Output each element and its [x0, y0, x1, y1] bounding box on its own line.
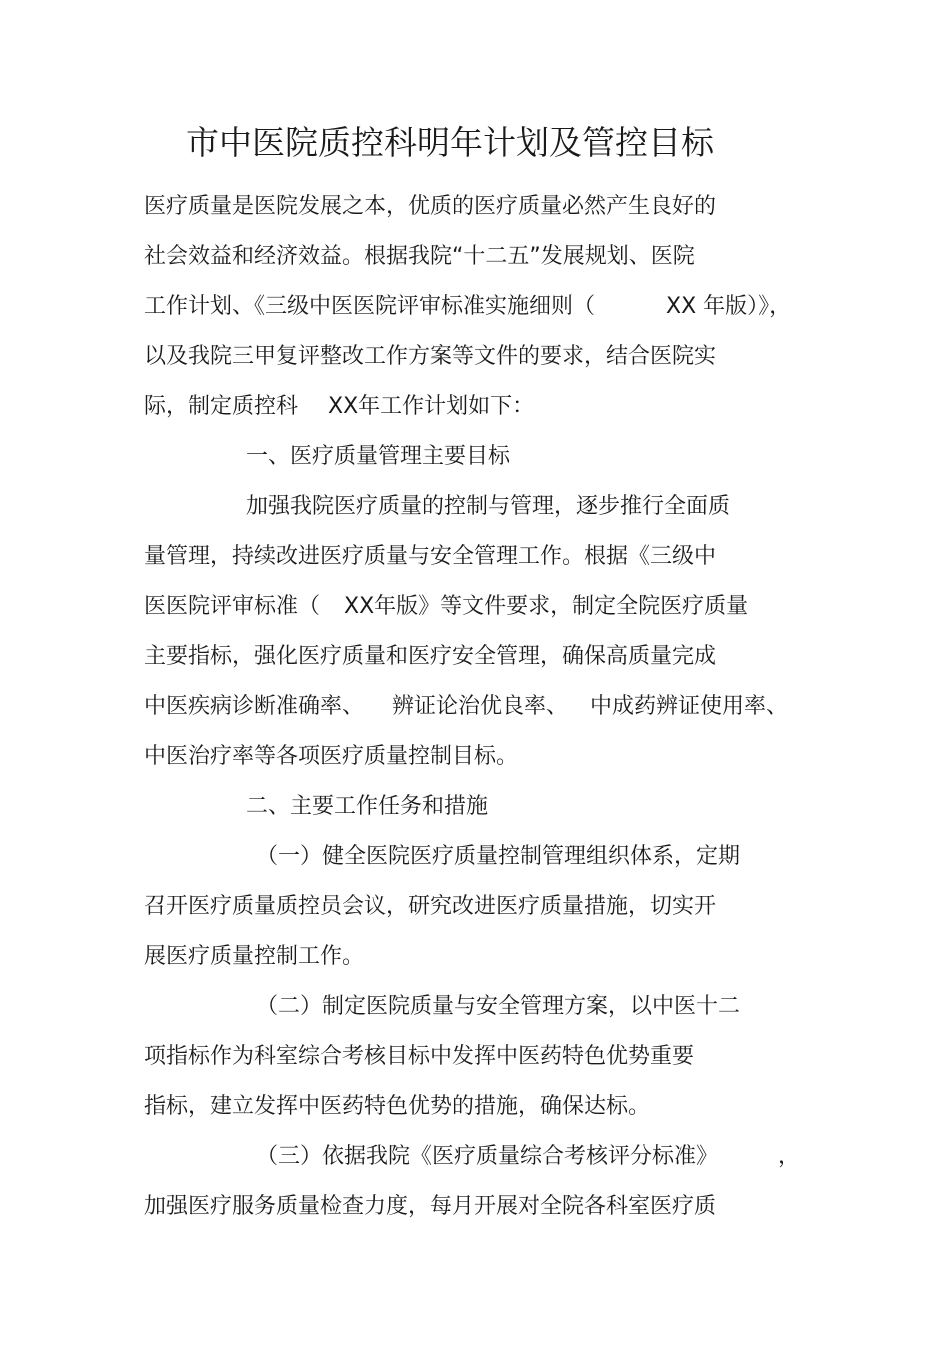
paragraph-line-fragment: XX年版》等文件要求，制定全院医疗质量 [344, 594, 749, 619]
paragraph-line: （三）依据我院《医疗质量综合考核评分标准》 [256, 1144, 719, 1169]
paragraph-line: 项指标作为科室综合考核目标中发挥中医药特色优势重要 [144, 1044, 695, 1069]
paragraph-line: 社会效益和经济效益。根据我院“十二五”发展规划、医院 [144, 244, 695, 269]
paragraph-line: 以及我院三甲复评整改工作方案等文件的要求，结合医院实 [144, 344, 717, 369]
paragraph-line-fragment: 辨证论治优良率、 [392, 694, 569, 719]
document-title: 市中医院质控科明年计划及管控目标 [186, 123, 714, 162]
paragraph-line: 指标，建立发挥中医药特色优势的措施，确保达标。 [144, 1094, 651, 1119]
paragraph-line-fragment: XX 年版）》， [666, 294, 792, 319]
paragraph-line: 召开医疗质量质控员会议，研究改进医疗质量措施，切实开 [144, 894, 717, 919]
paragraph-line: 量管理，持续改进医疗质量与安全管理工作。根据《三级中 [144, 544, 717, 569]
paragraph-line: 际，制定质控科 [144, 394, 299, 419]
section-heading: 一、医疗质量管理主要目标 [246, 444, 511, 469]
paragraph-line: 展医疗质量控制工作。 [144, 944, 365, 969]
paragraph-line: 医疗质量是医院发展之本，优质的医疗质量必然产生良好的 [144, 194, 717, 219]
paragraph-line-fragment: XX年工作计划如下： [328, 394, 535, 419]
paragraph-line-fragment: 中成药辨证使用率、 [590, 694, 789, 719]
paragraph-line: 工作计划、《三级中医医院评审标准实施细则（ [144, 294, 596, 319]
paragraph-line: 主要指标，强化医疗质量和医疗安全管理，确保高质量完成 [144, 644, 717, 669]
paragraph-line: 加强医疗服务质量检查力度，每月开展对全院各科室医疗质 [144, 1194, 717, 1219]
paragraph-line: （二）制定医院质量与安全管理方案，以中医十二 [256, 994, 741, 1019]
paragraph-line: 医医院评审标准（ [144, 594, 321, 619]
paragraph-line-fragment: ， [778, 1144, 801, 1169]
paragraph-line: 中医疾病诊断准确率、 [144, 694, 365, 719]
paragraph-line: 中医治疗率等各项医疗质量控制目标。 [144, 744, 519, 769]
paragraph-line: 加强我院医疗质量的控制与管理，逐步推行全面质 [246, 494, 731, 519]
paragraph-line: （一）健全医院医疗质量控制管理组织体系，定期 [256, 844, 741, 869]
section-heading: 二、主要工作任务和措施 [246, 794, 489, 819]
